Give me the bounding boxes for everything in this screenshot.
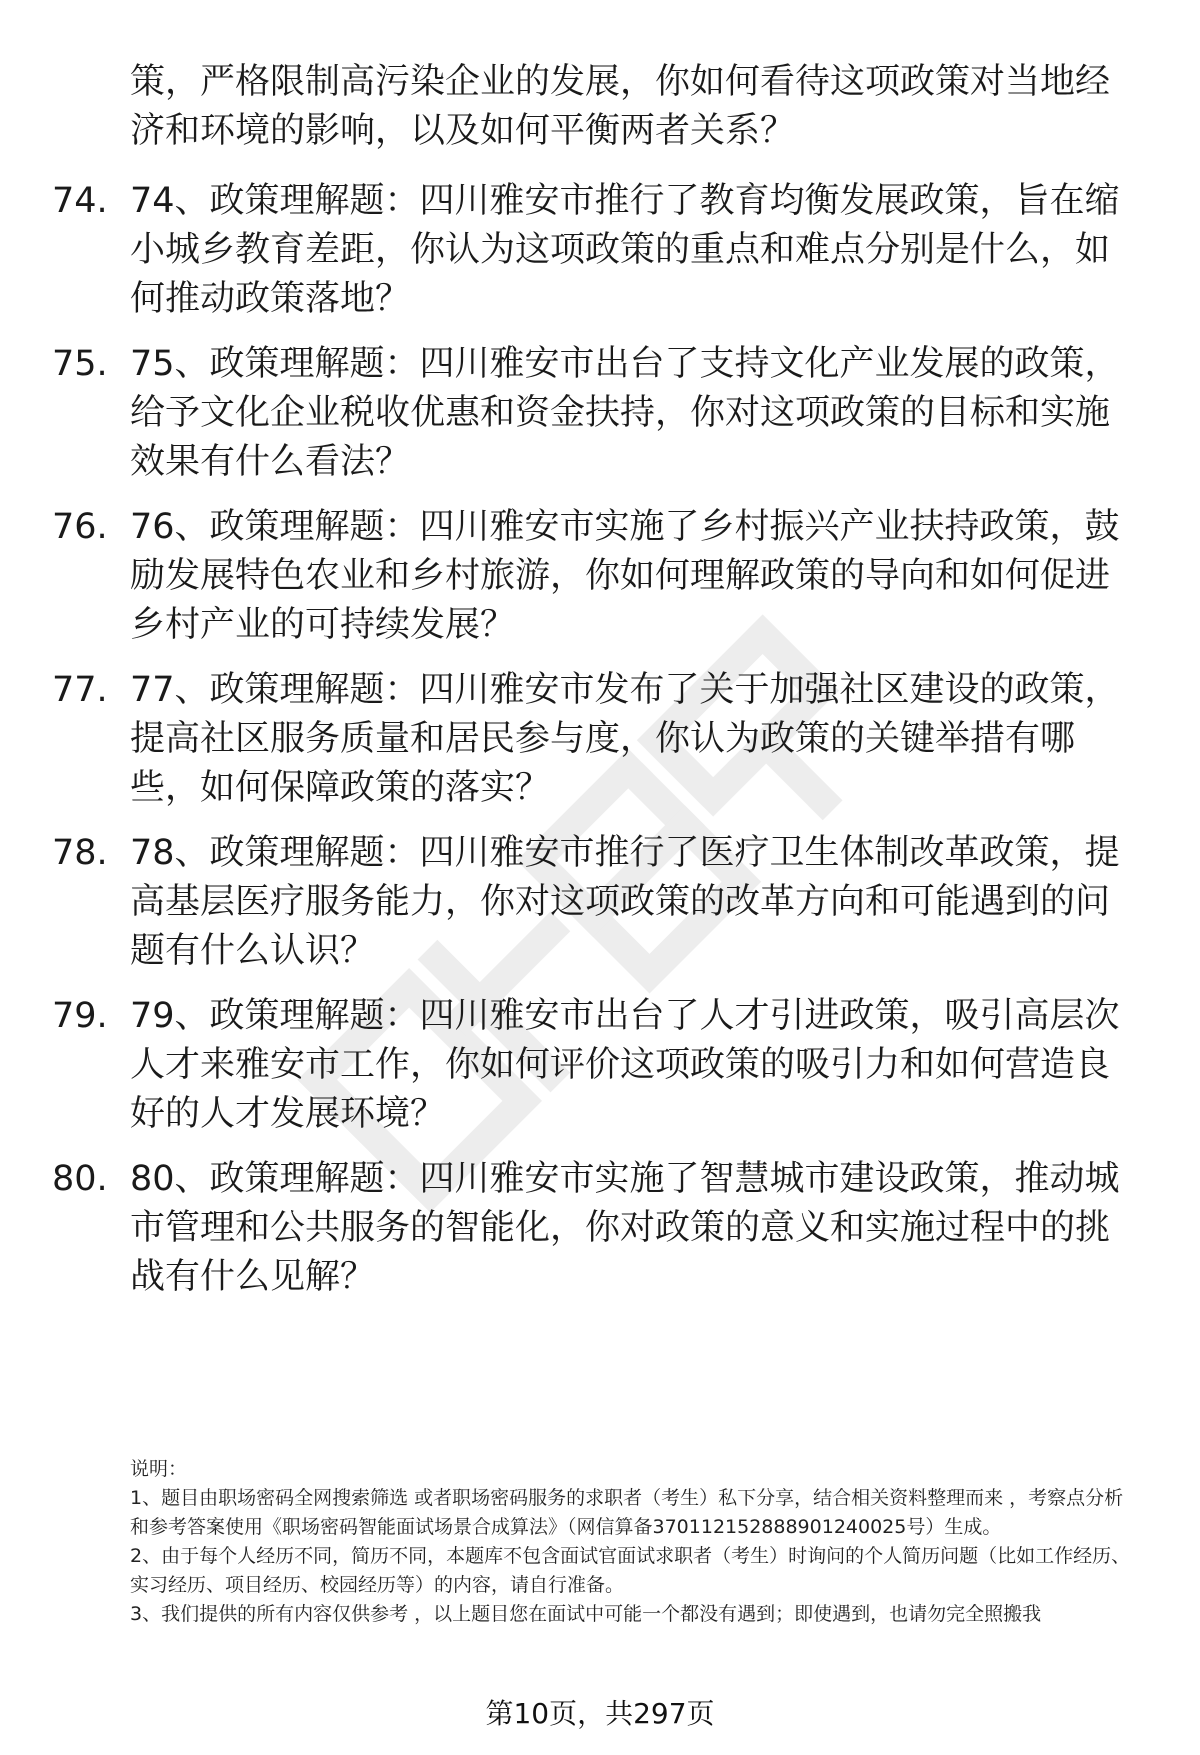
question-text: 74、政策理解题：四川雅安市推行了教育均衡发展政策，旨在缩小城乡教育差距，你认为这项政策的重点和难点分别是什么，如何推动政策落地？ (130, 181, 1120, 319)
question-text: 78、政策理解题：四川雅安市推行了医疗卫生体制改革政策，提高基层医疗服务能力，你对这项政策的改革方向和可能遇到的问题有什么认识？ (130, 833, 1120, 971)
question-number: 79. (52, 996, 108, 1036)
notes-item: 1、题目由职场密码全网搜索筛选 或者职场密码服务的求职者（考生）私下分享，结合相关资料整理而来 ，考察点分析和参考答案使用《职场密码智能面试场景合成算法》（网信算备370112152888901240025号）生成。 (130, 1487, 1124, 1538)
continued-question-text: 策，严格限制高污染企业的发展，你如何看待这项政策对当地经济和环境的影响，以及如何平衡两者关系？ (130, 62, 1111, 151)
question-number: 80. (52, 1159, 108, 1199)
question-number: 75. (52, 344, 108, 384)
question-text: 80、政策理解题：四川雅安市实施了智慧城市建设政策，推动城市管理和公共服务的智能化，你对政策的意义和实施过程中的挑战有什么见解？ (130, 1159, 1120, 1297)
notes-section (130, 1455, 1140, 1629)
question-text: 76、政策理解题：四川雅安市实施了乡村振兴产业扶持政策，鼓励发展特色农业和乡村旅游，你如何理解政策的导向和如何促进乡村产业的可持续发展？ (130, 507, 1120, 645)
question-text: 75、政策理解题：四川雅安市出台了支持文化产业发展的政策，给予文化企业税收优惠和资金扶持，你对这项政策的目标和实施效果有什么看法？ (130, 344, 1120, 482)
notes-item: 2、由于每个人经历不同，简历不同，本题库不包含面试官面试求职者（考生）时询问的个人简历问题（比如工作经历、实习经历、项目经历、校园经历等）的内容，请自行准备。 (130, 1545, 1131, 1596)
question-number: 74. (52, 181, 108, 221)
question-number: 77. (52, 670, 108, 710)
question-number: 78. (52, 833, 108, 873)
notes-item: 3、我们提供的所有内容仅供参考 ，以上题目您在面试中可能一个都没有遇到；即使遇到，也请勿完全照搬我 (130, 1603, 1042, 1625)
question-text: 77、政策理解题：四川雅安市发布了关于加强社区建设的政策，提高社区服务质量和居民参与度，你认为政策的关键举措有哪些，如何保障政策的落实？ (130, 670, 1120, 808)
question-number: 76. (52, 507, 108, 547)
notes-title: 说明： (130, 1458, 188, 1480)
page-number-footer: 第10页，共297页 (485, 1697, 715, 1730)
question-text: 79、政策理解题：四川雅安市出台了人才引进政策，吸引高层次人才来雅安市工作，你如何评价这项政策的吸引力和如何营造良好的人才发展环境？ (130, 996, 1120, 1134)
